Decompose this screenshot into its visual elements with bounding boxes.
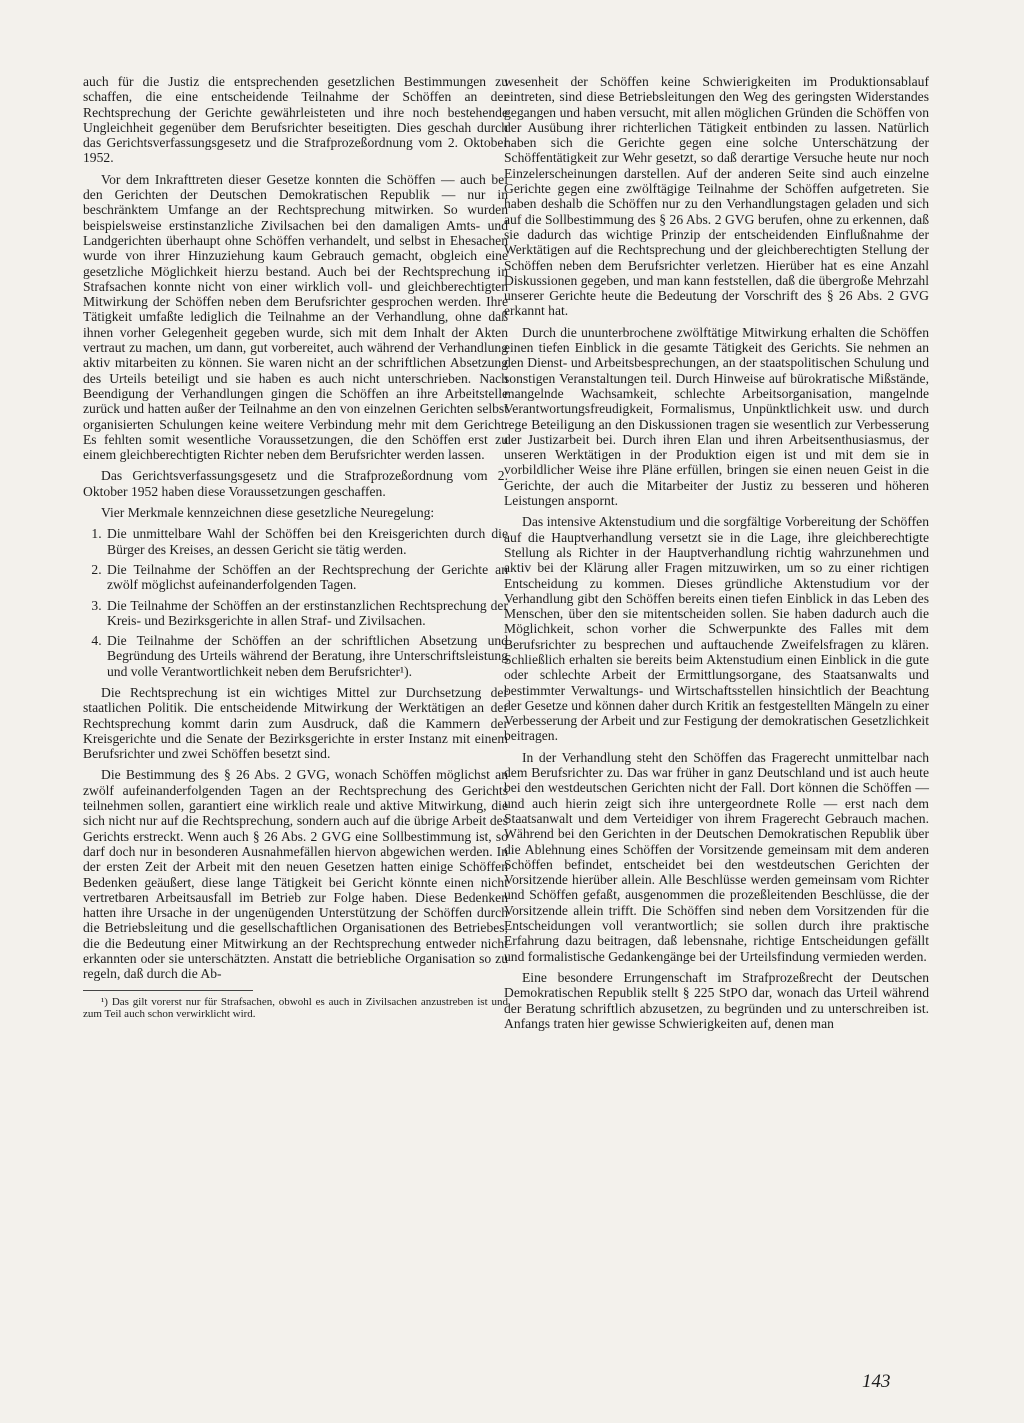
paragraph: Durch die ununterbrochene zwölftätige Mitwirkung erhalten die Schöffen einen tiefen Einblick in die gesamte Tätigkeit des Gerichts. Sie nehmen an den Dienst- und Arbeitsbesprechungen, an der staatspolitischen Schulung und sonstigen Veranstaltungen teil. Durch Hinweise auf bürokratische Mißstände, mangelnde Wachsamkeit, schlechte Arbeitsorganisation, mangelnde Verantwortungsfreudigkeit, Formalismus, Unpünktlichkeit usw. und durch rege Beteiligung an den Diskussionen tragen sie wesentlich zur Verbesserung der Justizarbeit bei. Durch ihren Elan und ihren Arbeitsenthusiasmus, der unseren Werktätigen in der Produktion eigen ist und mit dem sie in vorbildlicher Weise ihre Pläne erfüllen, bringen sie einen neuen Geist in die Gerichte, der auch die Mitarbeiter der Justiz zu besseren und höheren Leistungen anspornt.	[504, 324, 929, 509]
list-item: 2. Die Teilnahme der Schöffen an der Rechtsprechung der Gerichte an zwölf möglichst aufeinanderfolgenden Tagen.	[105, 562, 508, 593]
list-item: 4. Die Teilnahme der Schöffen an der schriftlichen Absetzung und Begründung des Urteils während der Beratung, ihre Unterschriftsleistung und volle Verantwortlichkeit neben dem Berufsrichter¹).	[105, 633, 508, 679]
paragraph: Die Rechtsprechung ist ein wichtiges Mittel zur Durchsetzung der staatlichen Politik. Die entscheidende Mitwirkung der Werktätigen an der Rechtsprechung kommt darin zum Ausdruck, daß die Kammern der Kreisgerichte und die Senate der Bezirksgerichte in erster Instanz mit einem Berufsrichter und zwei Schöffen besetzt sind.	[83, 684, 508, 762]
right-column	[504, 74, 929, 1037]
list-item: 3. Die Teilnahme der Schöffen an der erstinstanzlichen Rechtsprechung der Kreis- und Bezirksgerichte in allen Straf- und Zivilsachen.	[105, 598, 508, 629]
footnote: ¹) Das gilt vorerst nur für Strafsachen, obwohl es auch in Zivilsachen anzustreben ist und zum Teil auch schon verwirklicht wird.	[83, 995, 508, 1021]
paragraph: Das Gerichtsverfassungsgesetz und die Strafprozeßordnung vom 2. Oktober 1952 haben diese Voraussetzungen geschaffen.	[83, 468, 508, 499]
paragraph: Vier Merkmale kennzeichnen diese gesetzliche Neuregelung:	[101, 505, 435, 521]
paragraph: Vor dem Inkrafttreten dieser Gesetze konnten die Schöffen — auch bei den Gerichten der Deutschen Demokratischen Republik — nur in beschränktem Umfange an der Rechtsprechung mitwirken. So wurden beispielsweise erstinstanzliche Zivilsachen bei den damaligen Amts- und Landgerichten überhaupt ohne Schöffen verhandelt, und selbst in Ehesachen wurde von ihrer Hinzuziehung kaum Gebrauch gemacht, obgleich eine gesetzliche Möglichkeit hierzu bestand. Auch bei der Rechtsprechung in Strafsachen konnte nicht von einer wirklich voll- und gleichberechtigten Mitwirkung der Schöffen neben dem Berufsrichter gesprochen werden. Ihre Tätigkeit umfaßte lediglich die Teilnahme an der Verhandlung, ohne daß ihnen vorher Gelegenheit gegeben wurde, sich mit dem Inhalt der Akten vertraut zu machen, um dann, gut vorbereitet, auch während der Verhandlung aktiv mitarbeiten zu können. Sie waren nicht an der schriftlichen Absetzung des Urteils beteiligt und sie haben es auch nicht unterschrieben. Nach Beendigung der Verhandlungen gingen die Schöffen an ihre Arbeitstelle zurück und hatten außer der Teilnahme an den von einzelnen Gerichten selbst organisierten Schulungen keine weitere Verbindung mehr mit dem Gericht. Es fehlten somit wesentliche Voraussetzungen, die den Schöffen erst zu einem gleichberechtigten Richter neben dem Berufsrichter werden lassen.	[83, 171, 508, 463]
paragraph: Das intensive Aktenstudium und die sorgfältige Vorbereitung der Schöffen auf die Hauptverhandlung versetzt sie in die Lage, ihre gleichberechtigte Stellung als Richter in der Hauptverhandlung richtig wahrzunehmen und aktiv bei der Klärung aller Fragen mitzuwirken, um so zu einer richtigen Entscheidung zu kommen. Dieses gründliche Aktenstudium vor der Verhandlung gibt den Schöffen bereits einen tiefen Einblick in das Leben des Menschen, über den sie mitentscheiden sollen. Sie haben dadurch auch die Möglichkeit, schon vorher die Schwerpunkte des Falles mit dem Berufsrichter zu besprechen und auftauchende Zweifelsfragen zu klären. Schließlich erhalten sie bereits beim Aktenstudium einen Einblick in die gute oder schlechte Arbeit der Ermittlungsorgane, des Staatsanwalts und bestimmter Verwaltungs- und Wirtschaftsstellen hinsichtlich der Beachtung der Gesetze und können daher durch Kritik an festgestellten Mängeln zu einer Verbesserung der Arbeit und zur Festigung der demokratischen Gesetzlichkeit beitragen.	[504, 514, 929, 744]
paragraph: wesenheit der Schöffen keine Schwierigkeiten im Produktionsablauf eintreten, sind diese Betriebsleitungen den Weg des geringsten Widerstandes gegangen und haben versucht, mit allen möglichen Gründen die Schöffen von der Ausübung ihrer richterlichen Tätigkeit entbinden zu lassen. Natürlich haben sich die Gerichte gegen eine solche Unterschätzung der Schöffentätigkeit zur Wehr gesetzt, so daß derartige Versuche heute nur noch Einzelerscheinungen darstellen. Auf der anderen Seite sind auch einzelne Gerichte gegen eine zwölftägige Teilnahme der Schöffen aufgetreten. Sie haben deshalb die Schöffen nur zu den Verhandlungstagen geladen und sich auf die Sollbestimmung des § 26 Abs. 2 GVG berufen, ohne zu erkennen, daß sie dadurch das wichtige Prinzip der entscheidenden Einflußnahme der Werktätigen auf die Rechtsprechung und der gleichberechtigten Stellung der Schöffen neben dem Berufsrichter verletzen. Hierüber hat es eine Anzahl Diskussionen gegeben, und man kann feststellen, daß die übergroße Mehrzahl unserer Gerichte heute die Bedeutung der Vorschrift des § 26 Abs. 2 GVG erkannt hat.	[504, 74, 929, 319]
footnote-divider	[83, 990, 253, 991]
paragraph: In der Verhandlung steht den Schöffen das Fragerecht unmittelbar nach dem Berufsrichter zu. Das war früher in ganz Deutschland und ist auch heute bei den westdeutschen Gerichten nicht der Fall. Dort können die Schöffen — und auch hierin zeigt sich ihre untergeordnete Rolle — erst nach dem Staatsanwalt und dem Verteidiger von ihrem Fragerecht Gebrauch machen. Während bei den Gerichten in der Deutschen Demokratischen Republik über die Ablehnung eines Schöffen der Vorsitzende gemeinsam mit dem anderen Schöffen befindet, entscheidet bei den westdeutschen Gerichten der Vorsitzende hierüber allein. Alle Beschlüsse werden gemeinsam vom Richter und Schöffen gefaßt, ausgenommen die prozeßleitenden Beschlüsse, die der Vorsitzende allein trifft. Die Schöffen sind neben dem Vorsitzenden für die Entscheidungen voll verantwortlich; sie sollen durch ihre praktische Erfahrung dazu beitragen, daß lebensnahe, richtige Entscheidungen gefällt und formalistische Gedankengänge bei der Urteilsfindung vermieden werden.	[504, 749, 929, 964]
features-list	[83, 526, 508, 679]
paragraph: auch für die Justiz die entsprechenden gesetzlichen Bestimmungen zu schaffen, die eine entscheidende Teilnahme der Schöffen an der Rechtsprechung der Gerichte gewährleisteten und ihre noch bestehende Ungleichheit gegenüber dem Berufsrichter beseitigten. Dies geschah durch das Gerichtsverfassungsgesetz und die Strafprozeßordnung vom 2. Oktober 1952.	[83, 74, 508, 166]
paragraph: Eine besondere Errungenschaft im Strafprozeßrecht der Deutschen Demokratischen Republik stellt § 225 StPO dar, wonach das Urteil während der Beratung schriftlich abzusetzen, zu begründen und zu unterschreiben ist. Anfangs traten hier gewisse Schwierigkeiten auf, denen man	[504, 969, 929, 1031]
list-item: 1. Die unmittelbare Wahl der Schöffen bei den Kreisgerichten durch die Bürger des Kreises, an dessen Gericht sie tätig werden.	[105, 526, 508, 557]
page-number: 143	[862, 1371, 891, 1392]
paragraph: Die Bestimmung des § 26 Abs. 2 GVG, wonach Schöffen möglichst an zwölf aufeinanderfolgenden Tagen an der Rechtsprechung des Gerichts teilnehmen sollen, garantiert eine wirklich reale und aktive Mitwirkung, die sich nicht nur auf die Rechtsprechung, sondern auch auf die übrige Arbeit des Gerichts erstreckt. Wenn auch § 26 Abs. 2 GVG eine Sollbestimmung ist, so darf doch nur in besonderen Ausnahmefällen hiervon abgewichen werden. In der ersten Zeit der Arbeit mit den neuen Gesetzen hatten einige Schöffen Bedenken geäußert, diese lange Tätigkeit bei Gericht könnte einen nicht vertretbaren Arbeitsausfall im Betrieb zur Folge haben. Diese Bedenken hatten ihre Ursache in der ungenügenden Unterstützung der Schöffen durch die Betriebsleitung und die gesellschaftlichen Organisationen des Betriebes, die die Bedeutung einer Mitwirkung an der Rechtsprechung entweder nicht erkannten oder sie unterschätzten. Anstatt die betriebliche Organisation so zu regeln, daß durch die Ab-	[83, 767, 508, 982]
left-column	[83, 74, 508, 1027]
